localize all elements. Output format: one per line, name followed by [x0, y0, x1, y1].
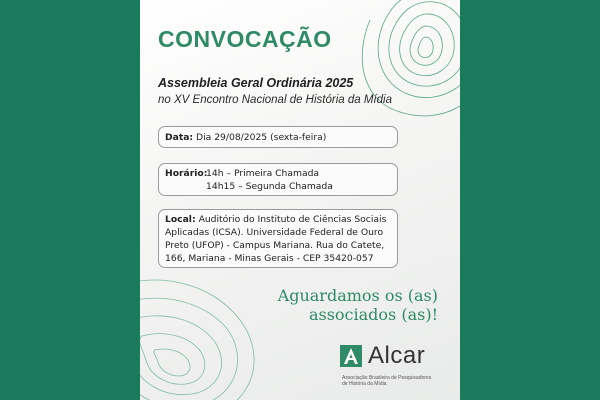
location-box: [158, 209, 398, 268]
event-title: Assembleia Geral Ordinária 2025: [158, 76, 354, 90]
event-subtitle: no XV Encontro Nacional de História da Mídia: [158, 94, 392, 106]
time-label: Horário:: [165, 168, 208, 179]
logo-name: Alcar: [368, 342, 426, 369]
logo-tagline-line-2: de História da Mídia: [342, 381, 387, 387]
date-label: Data:: [165, 132, 194, 143]
alcar-logo-mark-icon: [340, 345, 362, 367]
contour-ornament-top: [330, 0, 460, 130]
logo-tagline-line-1: Associação Brasileira de Pesquisadores: [342, 375, 432, 381]
time-box: [158, 163, 398, 196]
location-label: Local:: [165, 214, 196, 225]
closing-message: [278, 286, 438, 324]
closing-line-1: Aguardamos os (as): [277, 286, 438, 305]
time-second-call: 14h15 – Segunda Chamada: [206, 181, 333, 192]
page-title: CONVOCAÇÃO: [158, 26, 332, 52]
logo-tagline: [342, 375, 460, 387]
time-first-call: 14h – Primeira Chamada: [206, 168, 320, 179]
date-box: [158, 126, 398, 148]
closing-line-2: associados (as)!: [308, 305, 438, 324]
time-row-first: [165, 167, 391, 180]
date-value: Dia 29/08/2025 (sexta-feira): [196, 132, 327, 143]
contour-ornament-bottom: [140, 250, 290, 400]
location-value: Auditório do Instituto de Ciências Sociais Aplicadas (ICSA). Universidade Federal de Ouro Preto (UFOP) - Campus Mariana. Rua do Catete, 166, Mariana - Minas Gerais - CEP 35420-057: [165, 214, 387, 264]
time-row-second: [165, 180, 391, 193]
announcement-card: [140, 0, 460, 400]
